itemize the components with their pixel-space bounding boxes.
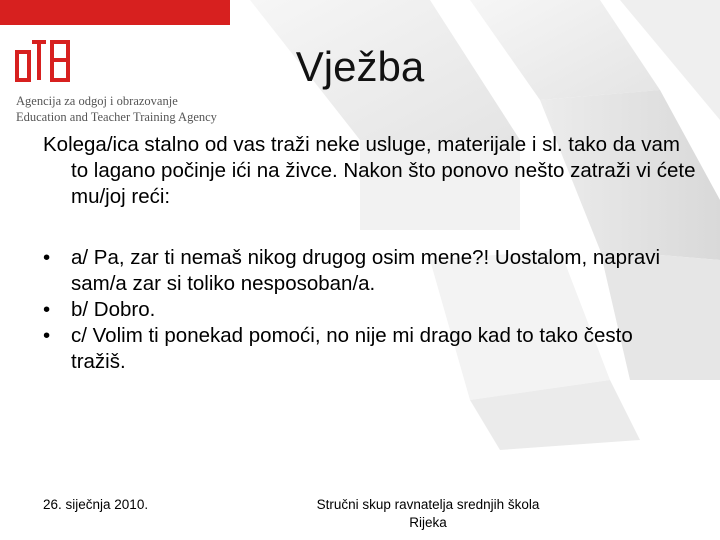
slide-intro-text: Kolega/ica stalno od vas traži neke usluge, materijale i sl. tako da vam to lagano počinje ići na živce. Nakon što ponovo nešto zatraži vi ćete mu/joj reći: bbox=[43, 133, 696, 208]
top-accent-bar bbox=[0, 0, 230, 25]
answer-options-list bbox=[43, 245, 693, 375]
bullet-icon: • bbox=[43, 298, 51, 321]
answer-option-text: b/ Dobro. bbox=[71, 298, 156, 321]
footer-event-line1: Stručni skup ravnatelja srednjih škola bbox=[316, 497, 540, 512]
bullet-icon: • bbox=[43, 246, 51, 269]
answer-option-b bbox=[43, 297, 693, 323]
footer-date: 26. siječnja 2010. bbox=[43, 497, 149, 512]
answer-option-text: c/ Volim ti ponekad pomoći, no nije mi drago kad to tako često tražiš. bbox=[71, 324, 633, 373]
answer-option-a bbox=[43, 245, 693, 297]
agency-name-en: Education and Teacher Training Agency bbox=[16, 110, 217, 124]
bullet-icon: • bbox=[43, 324, 51, 347]
answer-option-text: a/ Pa, zar ti nemaš nikog drugog osim mene?! Uostalom, napravi sam/a zar si toliko nesposoban/a. bbox=[71, 246, 661, 295]
slide-title: Vježba bbox=[295, 43, 425, 90]
agency-name bbox=[16, 93, 217, 125]
footer-event bbox=[278, 496, 578, 532]
agency-name-hr: Agencija za odgoj i obrazovanje bbox=[16, 94, 178, 108]
footer-event-line2: Rijeka bbox=[409, 515, 447, 530]
answer-option-c bbox=[43, 323, 693, 375]
